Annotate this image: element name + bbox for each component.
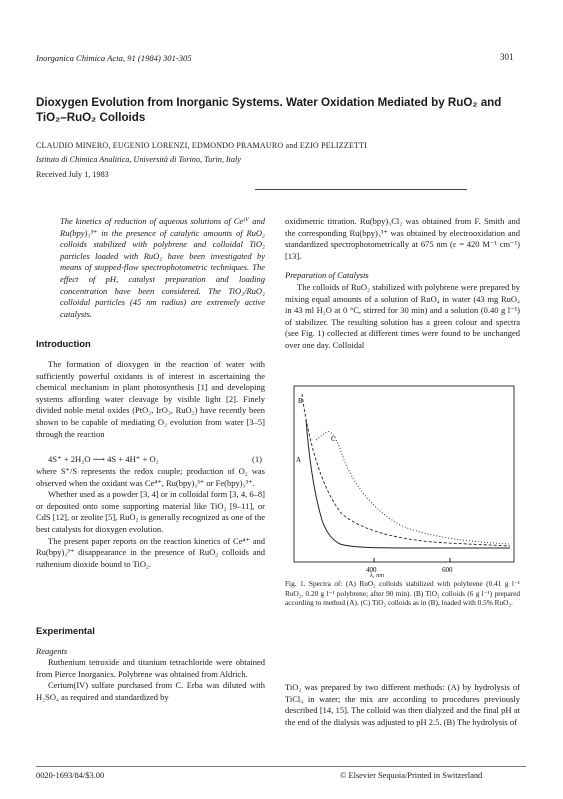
reagents-heading: Reagents xyxy=(36,646,68,656)
footer-code: 0020-1693/84/$3.00 xyxy=(36,771,105,780)
received-date: Received July 1, 1983 xyxy=(36,170,109,179)
abstract-text: The kinetics of reduction of aqueous solutions of Ceᴵⱽ and Ru(bpy)₃³⁺ in the presence of catalytic amounts of RuO₂ colloids stabilized with polybrene and colloidal TiO₂ particles loaded with RuO₂ have been investigated by means of stopped-flow spectrophotometric techniques. The effect of pH, catalyst preparation and loading concentration have been considered. The TiO₂/RuO₂ colloidal particles (45 nm radius) are extremely active catalysts. xyxy=(60,216,265,319)
authors: CLAUDIO MINERO, EUGENIO LORENZI, EDMONDO PRAMAURO and EZIO PELIZZETTI xyxy=(36,141,368,150)
intro-heading: Introduction xyxy=(36,338,91,349)
experimental-heading: Experimental xyxy=(36,625,95,636)
title-rule xyxy=(255,189,467,190)
intro-paragraph-1 xyxy=(36,359,265,440)
preparation-text: The colloids of RuO₂ stabilized with polybrene were prepared by mixing equal amounts of a solution of RuO₄ in water (43 mg RuO₄ in 43 ml H₂O at 0 °C, stirred for 30 min) and a solution (0.40 g l⁻¹) of stabilizer. The resulting solution has a green colour and spectra (see Fig. 1) collected at different times were found to be unchanged over one day. Colloidal xyxy=(285,282,520,350)
figure-1-spectra xyxy=(282,380,522,576)
journal-citation: Inorganica Chimica Acta, 91 (1984) 301-305 xyxy=(36,53,192,63)
paper-title: Dioxygen Evolution from Inorganic Systems. Water Oxidation Mediated by RuO₂ and TiO₂–RuO₂ Colloids xyxy=(36,96,502,124)
reagents-text-1: Ruthenium tetroxide and titanium tetrachloride were obtained from Pierce Inorganics. Polybrene was obtained from Aldrich. xyxy=(36,657,265,679)
figure-caption: Fig. 1. Spectra of: (A) RuO₂ colloids stabilized with polybrene (0.41 g l⁻¹ RuO₂, 0.20 g l⁻¹ polybrene; after 90 min). (B) TiO₂ colloids (6 g l⁻¹) prepared according to method (A). (C) TiO₂ colloids as in (B), loaded with 0.5% RuO₂. xyxy=(285,579,520,608)
tick-label-400: 400 xyxy=(366,566,377,574)
equation-1: 4S⁺ + 2H₂O ⟶ 4S + 4H⁺ + O₂ xyxy=(48,454,159,464)
label-b: B xyxy=(298,397,303,405)
right-paragraph-top xyxy=(285,216,520,262)
plot-frame xyxy=(294,386,514,562)
curve-c xyxy=(316,432,510,544)
label-c: C xyxy=(331,435,336,443)
intro-text-1: The formation of dioxygen in the reaction of water with sufficiently powerful oxidants is of interest in ascertaining the chemical mechanism in plant photosynthesis [1] and developing systems affording water cleavage by visible light [2]. Finely divided noble metal oxides (PtO₂, IrO₂, RuO₂) have recently been shown to be capable of mediating O₂ evolution from water [3–5] through the reaction xyxy=(36,359,265,439)
footer-publisher: © Elsevier Sequoia/Printed in Switzerland xyxy=(340,771,483,780)
tick-label-600: 600 xyxy=(442,566,453,574)
affiliation: Istituto di Chimica Analitica, Università di Torino, Turin, Italy xyxy=(36,155,241,164)
intro-text-4: The present paper reports on the reaction kinetics of Ce⁴⁺ and Ru(bpy)₃³⁺ disappearance in the presence of RuO₂ colloids and ruthenium dioxide bound to TiO₂. xyxy=(36,535,265,569)
abstract xyxy=(60,216,265,320)
reagents-text-2: Cerium(IV) sulfate purchased from C. Erba was diluted with H₂SO₄ as required and standardized by xyxy=(36,680,265,702)
footer-rule xyxy=(36,766,526,767)
reagents-paragraphs xyxy=(36,657,265,703)
label-a: A xyxy=(296,456,302,464)
preparation-heading: Preparation of Catalysts xyxy=(285,270,369,280)
right-text-bottom: TiO₂ was prepared by two different methods: (A) by hydrolysis of TiCl₄ in water; the mix are according to procedures previously described [14, 15]. The colloid was then dialyzed and the final pH at the end of the dialysis was adjusted to pH 2.5. (B) The hydrolysis of xyxy=(285,682,520,727)
curve-a xyxy=(306,420,510,548)
preparation-paragraph xyxy=(285,282,520,352)
page-number: 301 xyxy=(500,52,514,62)
right-paragraph-bottom xyxy=(285,682,520,728)
intro-paragraph-2 xyxy=(36,466,265,570)
curve-b xyxy=(302,394,510,546)
x-axis-label: λ, nm xyxy=(370,572,385,579)
equation-number: (1) xyxy=(252,454,263,464)
intro-text-2: where S⁺/S represents the redox couple; production of O₂ was observed when the oxidant was Ce⁴⁺, Ru(bpy)₃³⁺ or Fe(bpy)₃³⁺. xyxy=(36,466,265,488)
intro-text-3: Whether used as a powder [3, 4] or in colloidal form [3, 4, 6–8] or deposited onto some supporting material like TiO₂ [9–11], or CdS [12], or zeolite [5], RuO₂ is generally recognized as one of the best catalysts for dioxygen evolution. xyxy=(36,489,265,534)
right-text-top: oxidimetric titration. Ru(bpy)₃Cl₂ was obtained from F. Smith and the corresponding Ru(bpy)₃³⁺ was obtained by electrooxidation and standardized spectrophotometrically at 675 nm (ε = 420 M⁻¹ cm⁻¹) [13]. xyxy=(285,216,520,261)
